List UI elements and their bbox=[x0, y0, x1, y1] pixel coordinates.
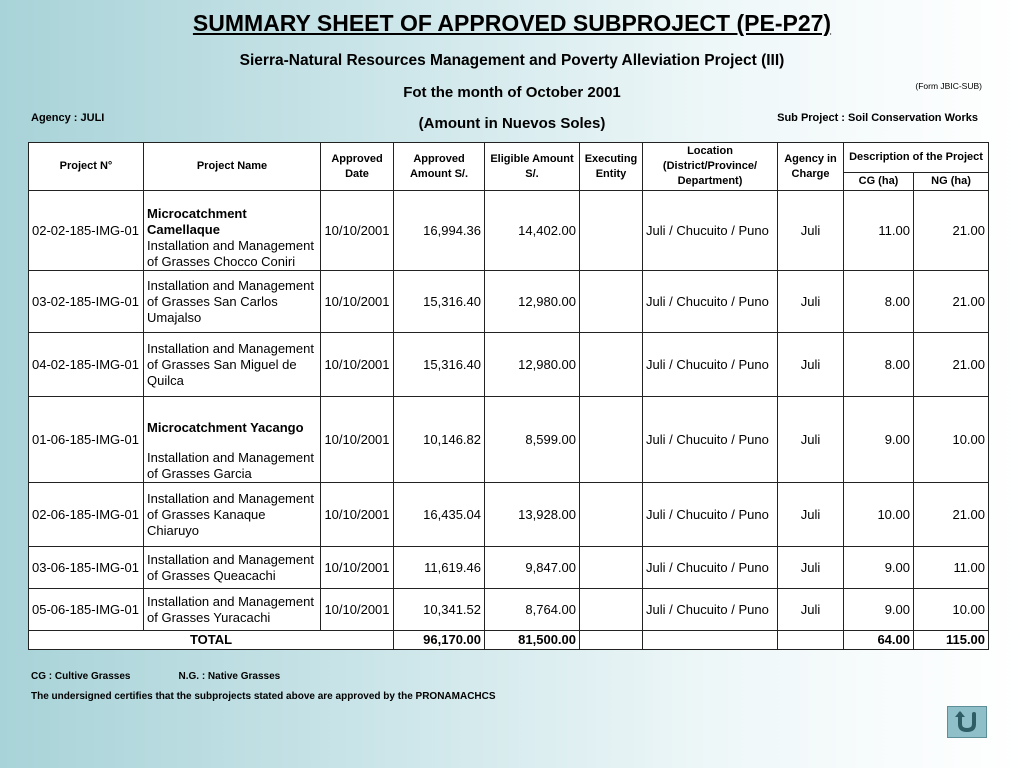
header-approved-amount: Approved Amount S/. bbox=[394, 143, 485, 191]
project-name-cell bbox=[144, 191, 321, 271]
total-location bbox=[643, 631, 778, 650]
footer-legend bbox=[31, 671, 328, 682]
table-row bbox=[29, 589, 989, 631]
table-row bbox=[29, 483, 989, 547]
location-cell: Juli / Chucuito / Puno bbox=[643, 547, 778, 589]
executing-entity-cell bbox=[580, 397, 643, 483]
amount-note: (Amount in Nuevos Soles) bbox=[418, 115, 606, 132]
ng-cell: 10.00 bbox=[914, 589, 989, 631]
header-agency-in-charge: Agency in Charge bbox=[778, 143, 844, 191]
project-no-cell: 02-06-185-IMG-01 bbox=[29, 483, 144, 547]
approved-date-cell: 10/10/2001 bbox=[321, 271, 394, 333]
eligible-amount-cell: 12,980.00 bbox=[485, 333, 580, 397]
approved-date-cell: 10/10/2001 bbox=[321, 191, 394, 271]
project-name-cell bbox=[144, 483, 321, 547]
project-no-cell: 05-06-185-IMG-01 bbox=[29, 589, 144, 631]
cg-cell: 9.00 bbox=[844, 397, 914, 483]
agency-cell: Juli bbox=[778, 483, 844, 547]
ng-cell: 10.00 bbox=[914, 397, 989, 483]
cg-cell: 9.00 bbox=[844, 547, 914, 589]
cg-cell: 8.00 bbox=[844, 271, 914, 333]
location-cell: Juli / Chucuito / Puno bbox=[643, 397, 778, 483]
agency-cell: Juli bbox=[778, 397, 844, 483]
project-no-cell: 01-06-185-IMG-01 bbox=[29, 397, 144, 483]
subproject-label: Sub Project : Soil Conservation Works bbox=[777, 112, 978, 124]
microcatchment-label: Microcatchment Camellaque bbox=[147, 206, 247, 237]
location-cell: Juli / Chucuito / Puno bbox=[643, 333, 778, 397]
executing-entity-cell bbox=[580, 589, 643, 631]
agency-cell: Juli bbox=[778, 333, 844, 397]
approved-amount-cell: 10,146.82 bbox=[394, 397, 485, 483]
approved-amount-cell: 11,619.46 bbox=[394, 547, 485, 589]
project-name-text: Installation and Management of Grasses Queacachi bbox=[147, 551, 314, 583]
location-cell: Juli / Chucuito / Puno bbox=[643, 483, 778, 547]
cg-cell: 11.00 bbox=[844, 191, 914, 271]
executing-entity-cell bbox=[580, 191, 643, 271]
total-label: TOTAL bbox=[29, 631, 394, 650]
back-button[interactable] bbox=[947, 706, 987, 738]
ng-cell: 11.00 bbox=[914, 547, 989, 589]
table-row bbox=[29, 397, 989, 483]
eligible-amount-cell: 9,847.00 bbox=[485, 547, 580, 589]
approved-date-cell: 10/10/2001 bbox=[321, 397, 394, 483]
eligible-amount-cell: 12,980.00 bbox=[485, 271, 580, 333]
header-project-no: Project N° bbox=[29, 143, 144, 191]
project-name-text: Installation and Management of Grasses Chocco Coniri bbox=[147, 238, 314, 269]
approved-amount-cell: 16,435.04 bbox=[394, 483, 485, 547]
project-name-text: Installation and Management of Grasses San Miguel de Quilca bbox=[147, 340, 314, 388]
approved-amount-cell: 10,341.52 bbox=[394, 589, 485, 631]
executing-entity-cell bbox=[580, 483, 643, 547]
executing-entity-cell bbox=[580, 271, 643, 333]
cg-cell: 10.00 bbox=[844, 483, 914, 547]
eligible-amount-cell: 8,764.00 bbox=[485, 589, 580, 631]
ng-cell: 21.00 bbox=[914, 271, 989, 333]
agency-cell: Juli bbox=[778, 271, 844, 333]
header-location: Location (District/Province/ Department) bbox=[643, 143, 778, 191]
project-name-text: Installation and Management of Grasses San Carlos Umajalso bbox=[147, 277, 314, 325]
ng-cell: 21.00 bbox=[914, 483, 989, 547]
total-row bbox=[29, 631, 989, 650]
eligible-amount-cell: 13,928.00 bbox=[485, 483, 580, 547]
total-approved: 96,170.00 bbox=[394, 631, 485, 650]
cg-cell: 8.00 bbox=[844, 333, 914, 397]
header-description: Description of the Project bbox=[844, 143, 989, 173]
report-month: Fot the month of October 2001 bbox=[403, 84, 621, 101]
approved-amount-cell: 15,316.40 bbox=[394, 271, 485, 333]
approved-date-cell: 10/10/2001 bbox=[321, 547, 394, 589]
project-name-cell bbox=[144, 547, 321, 589]
location-cell: Juli / Chucuito / Puno bbox=[643, 271, 778, 333]
approved-amount-cell: 15,316.40 bbox=[394, 333, 485, 397]
cg-cell: 9.00 bbox=[844, 589, 914, 631]
project-name-cell bbox=[144, 589, 321, 631]
eligible-amount-cell: 14,402.00 bbox=[485, 191, 580, 271]
page-title: SUMMARY SHEET OF APPROVED SUBPROJECT (PE-P27) bbox=[192, 10, 832, 36]
executing-entity-cell bbox=[580, 333, 643, 397]
project-name-text: Installation and Management of Grasses Yuracachi bbox=[147, 593, 314, 625]
location-cell: Juli / Chucuito / Puno bbox=[643, 589, 778, 631]
header-project-name: Project Name bbox=[144, 143, 321, 191]
header-eligible-amount: Eligible Amount S/. bbox=[485, 143, 580, 191]
header-ng: NG (ha) bbox=[914, 173, 989, 191]
approved-amount-cell: 16,994.36 bbox=[394, 191, 485, 271]
return-arrow-icon bbox=[954, 710, 980, 734]
ng-cell: 21.00 bbox=[914, 333, 989, 397]
total-ng: 115.00 bbox=[914, 631, 989, 650]
project-no-cell: 02-02-185-IMG-01 bbox=[29, 191, 144, 271]
project-no-cell: 03-02-185-IMG-01 bbox=[29, 271, 144, 333]
table-row bbox=[29, 191, 989, 271]
approved-date-cell: 10/10/2001 bbox=[321, 483, 394, 547]
project-no-cell: 04-02-185-IMG-01 bbox=[29, 333, 144, 397]
project-name-cell bbox=[144, 271, 321, 333]
agency-cell: Juli bbox=[778, 191, 844, 271]
header-executing-entity: Executing Entity bbox=[580, 143, 643, 191]
agency-label: Agency : JULI bbox=[31, 112, 105, 124]
table-row bbox=[29, 547, 989, 589]
agency-cell: Juli bbox=[778, 547, 844, 589]
cg-legend: CG : Cultive Grasses bbox=[31, 671, 131, 682]
header-cg: CG (ha) bbox=[844, 173, 914, 191]
total-agency bbox=[778, 631, 844, 650]
agency-cell: Juli bbox=[778, 589, 844, 631]
table-row bbox=[29, 333, 989, 397]
form-code: (Form JBIC-SUB) bbox=[915, 81, 982, 91]
approved-date-cell: 10/10/2001 bbox=[321, 589, 394, 631]
total-entity bbox=[580, 631, 643, 650]
project-name-cell bbox=[144, 333, 321, 397]
header-approved-date: Approved Date bbox=[321, 143, 394, 191]
subproject-table bbox=[28, 142, 989, 650]
project-name-text: Installation and Management of Grasses Garcia bbox=[147, 450, 314, 481]
project-name-text: Installation and Management of Grasses Kanaque Chiaruyo bbox=[147, 490, 314, 538]
total-eligible: 81,500.00 bbox=[485, 631, 580, 650]
total-cg: 64.00 bbox=[844, 631, 914, 650]
ng-cell: 21.00 bbox=[914, 191, 989, 271]
table-row bbox=[29, 271, 989, 333]
project-name-cell bbox=[144, 397, 321, 483]
location-cell: Juli / Chucuito / Puno bbox=[643, 191, 778, 271]
microcatchment-label: Microcatchment Yacango bbox=[147, 420, 304, 435]
approved-date-cell: 10/10/2001 bbox=[321, 333, 394, 397]
eligible-amount-cell: 8,599.00 bbox=[485, 397, 580, 483]
executing-entity-cell bbox=[580, 547, 643, 589]
page-subtitle: Sierra-Natural Resources Management and Poverty Alleviation Project (III) bbox=[239, 52, 785, 69]
table-body bbox=[29, 191, 989, 631]
certification-text: The undersigned certifies that the subprojects stated above are approved by the PRONAMACHCS bbox=[31, 691, 496, 702]
project-no-cell: 03-06-185-IMG-01 bbox=[29, 547, 144, 589]
ng-legend: N.G. : Native Grasses bbox=[178, 671, 281, 682]
